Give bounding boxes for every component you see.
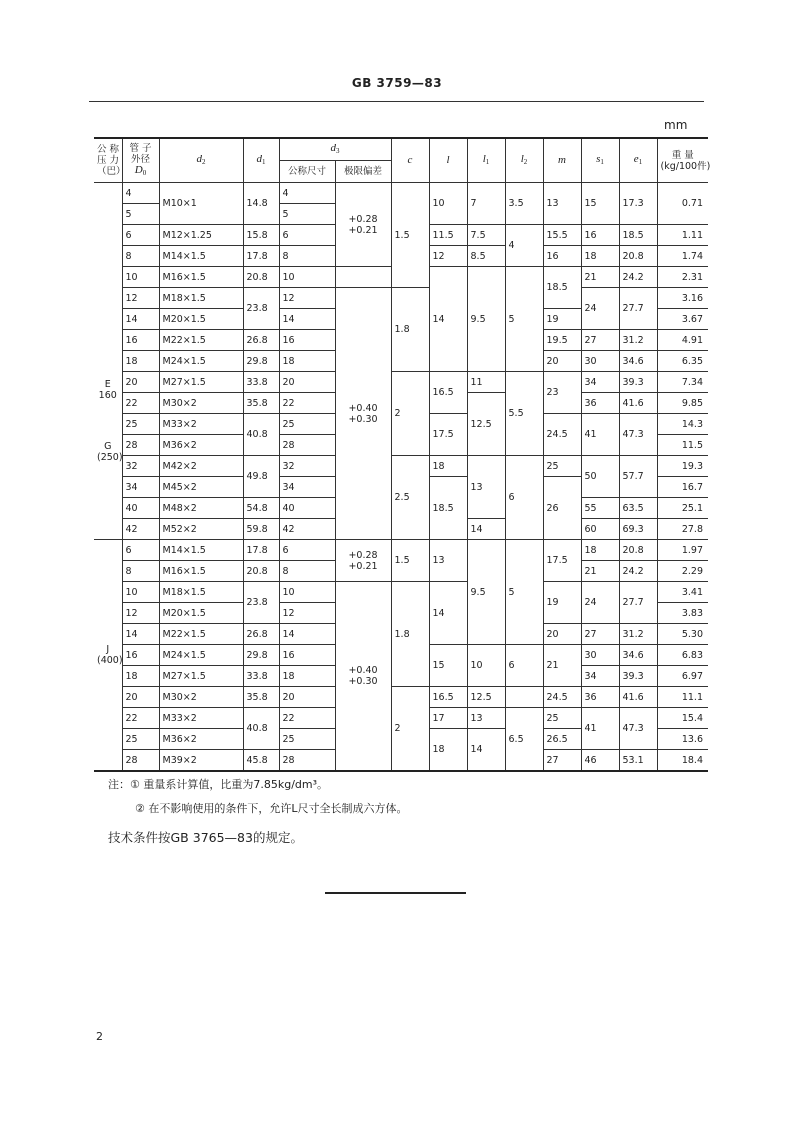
cell-d2: M16×1.5 xyxy=(159,561,243,582)
cell-weight: 3.67 xyxy=(657,309,708,330)
cell-D0: 28 xyxy=(122,750,159,772)
cell-d3: 16 xyxy=(279,645,335,666)
cell-m: 25 xyxy=(543,456,581,477)
cell-c: 1.5 xyxy=(391,183,429,288)
cell-weight: 0.71 xyxy=(657,183,708,225)
cell-l2: 5 xyxy=(505,540,543,645)
cell-s1: 30 xyxy=(581,351,619,372)
cell-m: 26.5 xyxy=(543,729,581,750)
cell-s1: 55 xyxy=(581,498,619,519)
table-row xyxy=(94,540,708,561)
col-l1: $l_1$ xyxy=(467,138,505,183)
cell-d3: 6 xyxy=(279,540,335,561)
cell-D0: 25 xyxy=(122,729,159,750)
cell-D0: 14 xyxy=(122,309,159,330)
cell-l1: 9.5 xyxy=(467,540,505,645)
table-row xyxy=(94,582,708,603)
cell-d3: 4 xyxy=(279,183,335,204)
cell-d2: M24×1.5 xyxy=(159,645,243,666)
cell-m: 13 xyxy=(543,183,581,225)
cell-D0: 22 xyxy=(122,708,159,729)
cell-e1: 53.1 xyxy=(619,750,657,772)
cell-c: 1.8 xyxy=(391,288,429,372)
end-rule xyxy=(325,892,466,894)
cell-d3: 8 xyxy=(279,561,335,582)
cell-d3: 25 xyxy=(279,414,335,435)
cell-weight: 27.8 xyxy=(657,519,708,540)
cell-D0: 8 xyxy=(122,561,159,582)
cell-D0: 22 xyxy=(122,393,159,414)
cell-d3: 34 xyxy=(279,477,335,498)
cell-s1: 27 xyxy=(581,624,619,645)
cell-c: 2 xyxy=(391,687,429,772)
cell-D0: 16 xyxy=(122,330,159,351)
cell-l: 12 xyxy=(429,246,467,267)
cell-d1: 40.8 xyxy=(243,414,279,456)
cell-l1: 7 xyxy=(467,183,505,225)
cell-D0: 6 xyxy=(122,225,159,246)
cell-s1: 21 xyxy=(581,267,619,288)
cell-m: 16 xyxy=(543,246,581,267)
cell-weight: 11.1 xyxy=(657,687,708,708)
cell-d1: 20.8 xyxy=(243,267,279,288)
col-d2: $d_2$ xyxy=(159,138,243,183)
cell-d2: M48×2 xyxy=(159,498,243,519)
cell-l: 14 xyxy=(429,582,467,645)
spec-table xyxy=(94,137,711,772)
table-row xyxy=(94,372,708,393)
cell-d2: M20×1.5 xyxy=(159,603,243,624)
cell-e1: 63.5 xyxy=(619,498,657,519)
cell-d3: 6 xyxy=(279,225,335,246)
cell-d1: 20.8 xyxy=(243,561,279,582)
cell-d3: 14 xyxy=(279,624,335,645)
cell-e1: 27.7 xyxy=(619,582,657,624)
cell-e1: 27.7 xyxy=(619,288,657,330)
cell-l: 17.5 xyxy=(429,414,467,456)
cell-D0: 32 xyxy=(122,456,159,477)
cell-d2: M18×1.5 xyxy=(159,582,243,603)
cell-D0: 5 xyxy=(122,204,159,225)
cell-weight: 2.29 xyxy=(657,561,708,582)
cell-d2: M36×2 xyxy=(159,435,243,456)
note-2: ② 在不影响使用的条件下，允许L尺寸全长制成六方体。 xyxy=(135,802,408,815)
cell-s1: 18 xyxy=(581,540,619,561)
cell-D0: 12 xyxy=(122,288,159,309)
cell-e1: 34.6 xyxy=(619,645,657,666)
cell-d1: 40.8 xyxy=(243,708,279,750)
cell-l1: 14 xyxy=(467,729,505,772)
cell-l: 18 xyxy=(429,729,467,772)
cell-weight: 14.3 xyxy=(657,414,708,435)
cell-D0: 28 xyxy=(122,435,159,456)
cell-s1: 36 xyxy=(581,393,619,414)
cell-s1: 46 xyxy=(581,750,619,772)
cell-d2: M14×1.5 xyxy=(159,246,243,267)
cell-e1: 41.6 xyxy=(619,393,657,414)
col-d3: $d_3$ xyxy=(279,138,391,161)
cell-l1: 12.5 xyxy=(467,393,505,456)
cell-l2: 6.5 xyxy=(505,708,543,772)
cell-d3: 28 xyxy=(279,750,335,772)
cell-d1: 54.8 xyxy=(243,498,279,519)
col-d3-tolerance: 极限偏差 xyxy=(335,161,391,183)
cell-d1: 33.8 xyxy=(243,372,279,393)
cell-m: 24.5 xyxy=(543,687,581,708)
table-body xyxy=(94,183,708,772)
cell-d2: M16×1.5 xyxy=(159,267,243,288)
cell-e1: 24.2 xyxy=(619,561,657,582)
cell-l1: 11 xyxy=(467,372,505,393)
cell-l1: 13 xyxy=(467,708,505,729)
cell-l1: 10 xyxy=(467,645,505,687)
cell-d1: 26.8 xyxy=(243,330,279,351)
col-d3-nominal: 公称尺寸 xyxy=(279,161,335,183)
cell-d2: M45×2 xyxy=(159,477,243,498)
cell-d3: 25 xyxy=(279,729,335,750)
cell-d1: 17.8 xyxy=(243,246,279,267)
col-l: l xyxy=(429,138,467,183)
cell-d3: 20 xyxy=(279,372,335,393)
cell-d3: 10 xyxy=(279,267,335,288)
cell-e1: 39.3 xyxy=(619,666,657,687)
cell-e1: 41.6 xyxy=(619,687,657,708)
col-l2: $l_2$ xyxy=(505,138,543,183)
cell-d2: M12×1.25 xyxy=(159,225,243,246)
cell-d2: M22×1.5 xyxy=(159,624,243,645)
cell-d2: M33×2 xyxy=(159,414,243,435)
cell-tolerance: +0.28 +0.21 xyxy=(335,540,391,582)
table-row xyxy=(94,687,708,708)
cell-d1: 45.8 xyxy=(243,750,279,772)
cell-s1: 41 xyxy=(581,414,619,456)
cell-d1: 33.8 xyxy=(243,666,279,687)
cell-d1: 29.8 xyxy=(243,351,279,372)
cell-D0: 20 xyxy=(122,687,159,708)
cell-l: 18 xyxy=(429,456,467,477)
cell-weight: 18.4 xyxy=(657,750,708,772)
cell-d2: M36×2 xyxy=(159,729,243,750)
cell-weight: 3.16 xyxy=(657,288,708,309)
cell-weight: 3.83 xyxy=(657,603,708,624)
cell-tolerance: +0.28 +0.21 xyxy=(335,183,391,267)
cell-weight: 1.11 xyxy=(657,225,708,246)
cell-l2: 6 xyxy=(505,456,543,540)
cell-e1: 24.2 xyxy=(619,267,657,288)
cell-d3: 22 xyxy=(279,393,335,414)
cell-d1: 35.8 xyxy=(243,687,279,708)
cell-l1: 14 xyxy=(467,519,505,540)
cell-l1: 7.5 xyxy=(467,225,505,246)
cell-tolerance: +0.40 +0.30 xyxy=(335,288,391,540)
cell-e1: 39.3 xyxy=(619,372,657,393)
cell-e1: 47.3 xyxy=(619,414,657,456)
cell-weight: 1.74 xyxy=(657,246,708,267)
note-1: 注：① 重量系计算值，比重为7.85kg/dm³。 xyxy=(108,778,329,791)
cell-e1: 17.3 xyxy=(619,183,657,225)
cell-l: 15 xyxy=(429,645,467,687)
cell-D0: 8 xyxy=(122,246,159,267)
cell-m: 20 xyxy=(543,624,581,645)
cell-l2: 3.5 xyxy=(505,183,543,225)
cell-weight: 6.83 xyxy=(657,645,708,666)
cell-l2: 6 xyxy=(505,645,543,687)
cell-l: 10 xyxy=(429,183,467,225)
cell-s1: 24 xyxy=(581,288,619,330)
cell-d1: 35.8 xyxy=(243,393,279,414)
cell-weight: 16.7 xyxy=(657,477,708,498)
cell-s1: 36 xyxy=(581,687,619,708)
cell-e1: 20.8 xyxy=(619,540,657,561)
cell-m: 17.5 xyxy=(543,540,581,582)
cell-D0: 6 xyxy=(122,540,159,561)
cell-D0: 25 xyxy=(122,414,159,435)
cell-D0: 4 xyxy=(122,183,159,204)
cell-s1: 18 xyxy=(581,246,619,267)
cell-weight: 4.91 xyxy=(657,330,708,351)
cell-d2: M10×1 xyxy=(159,183,243,225)
cell-d1: 26.8 xyxy=(243,624,279,645)
cell-d2: M30×2 xyxy=(159,393,243,414)
cell-e1: 47.3 xyxy=(619,708,657,750)
cell-d2: M18×1.5 xyxy=(159,288,243,309)
cell-e1: 57.7 xyxy=(619,456,657,498)
cell-d1: 23.8 xyxy=(243,288,279,330)
cell-s1: 34 xyxy=(581,666,619,687)
cell-s1: 50 xyxy=(581,456,619,498)
cell-tolerance: +0.40 +0.30 xyxy=(335,582,391,772)
table-head xyxy=(94,138,711,183)
cell-weight: 1.97 xyxy=(657,540,708,561)
cell-D0: 14 xyxy=(122,624,159,645)
cell-weight: 7.34 xyxy=(657,372,708,393)
cell-d2: M42×2 xyxy=(159,456,243,477)
cell-e1: 69.3 xyxy=(619,519,657,540)
notes xyxy=(108,776,408,817)
cell-d2: M39×2 xyxy=(159,750,243,772)
tech-note: 技术条件按GB 3765—83的规定。 xyxy=(108,830,303,845)
cell-d2: M27×1.5 xyxy=(159,666,243,687)
unit-label: mm xyxy=(664,118,688,132)
cell-D0: 18 xyxy=(122,666,159,687)
cell-m: 20 xyxy=(543,351,581,372)
cell-m: 21 xyxy=(543,645,581,687)
cell-d3: 18 xyxy=(279,351,335,372)
cell-c: 2.5 xyxy=(391,456,429,540)
cell-m: 19 xyxy=(543,582,581,624)
cell-s1: 15 xyxy=(581,183,619,225)
cell-m: 24.5 xyxy=(543,414,581,456)
col-d1: $d_1$ xyxy=(243,138,279,183)
cell-weight: 15.4 xyxy=(657,708,708,729)
cell-d3: 40 xyxy=(279,498,335,519)
cell-d3: 14 xyxy=(279,309,335,330)
cell-m: 19 xyxy=(543,309,581,330)
cell-D0: 10 xyxy=(122,267,159,288)
cell-l2: 5 xyxy=(505,267,543,372)
col-e1: $e_1$ xyxy=(619,138,657,183)
cell-d2: M20×1.5 xyxy=(159,309,243,330)
cell-d3: 18 xyxy=(279,666,335,687)
cell-d3: 12 xyxy=(279,288,335,309)
table-row xyxy=(94,288,708,309)
cell-weight: 6.97 xyxy=(657,666,708,687)
cell-d3: 10 xyxy=(279,582,335,603)
cell-l: 16.5 xyxy=(429,687,467,708)
cell-d3: 8 xyxy=(279,246,335,267)
cell-D0: 20 xyxy=(122,372,159,393)
grade-eg: E 160 G (250) xyxy=(94,183,122,540)
cell-D0: 42 xyxy=(122,519,159,540)
col-tube-od: 管 子 外径 $D_0$ xyxy=(122,138,159,183)
cell-l1: 8.5 xyxy=(467,246,505,267)
cell-m: 23 xyxy=(543,372,581,414)
cell-m: 25 xyxy=(543,708,581,729)
cell-weight: 11.5 xyxy=(657,435,708,456)
cell-l: 16.5 xyxy=(429,372,467,414)
grade-j: J (400) xyxy=(94,540,122,772)
cell-e1: 31.2 xyxy=(619,330,657,351)
cell-weight: 13.6 xyxy=(657,729,708,750)
header-rule xyxy=(89,101,704,102)
cell-d2: M14×1.5 xyxy=(159,540,243,561)
cell-d2: M24×1.5 xyxy=(159,351,243,372)
cell-s1: 16 xyxy=(581,225,619,246)
cell-l: 14 xyxy=(429,267,467,372)
cell-m: 18.5 xyxy=(543,267,581,309)
cell-weight: 3.41 xyxy=(657,582,708,603)
col-m: m xyxy=(543,138,581,183)
table-row xyxy=(94,456,708,477)
cell-d1: 23.8 xyxy=(243,582,279,624)
cell-e1: 20.8 xyxy=(619,246,657,267)
cell-s1: 24 xyxy=(581,582,619,624)
cell-d1: 49.8 xyxy=(243,456,279,498)
cell-l2: 4 xyxy=(505,225,543,267)
cell-l1: 9.5 xyxy=(467,267,505,372)
cell-weight: 25.1 xyxy=(657,498,708,519)
cell-l: 11.5 xyxy=(429,225,467,246)
cell-D0: 16 xyxy=(122,645,159,666)
cell-d3: 28 xyxy=(279,435,335,456)
cell-weight: 9.85 xyxy=(657,393,708,414)
cell-d3: 16 xyxy=(279,330,335,351)
cell-e1: 18.5 xyxy=(619,225,657,246)
cell-l1: 12.5 xyxy=(467,687,505,708)
table-row xyxy=(94,183,708,204)
cell-s1: 41 xyxy=(581,708,619,750)
cell-d1: 14.8 xyxy=(243,183,279,225)
cell-c: 1.8 xyxy=(391,582,429,687)
cell-d3: 5 xyxy=(279,204,335,225)
cell-weight: 5.30 xyxy=(657,624,708,645)
cell-d1: 29.8 xyxy=(243,645,279,666)
cell-s1: 30 xyxy=(581,645,619,666)
cell-weight: 2.31 xyxy=(657,267,708,288)
cell-d3: 42 xyxy=(279,519,335,540)
cell-s1: 60 xyxy=(581,519,619,540)
cell-D0: 18 xyxy=(122,351,159,372)
cell-d2: M22×1.5 xyxy=(159,330,243,351)
cell-tolerance xyxy=(335,267,391,288)
cell-s1: 34 xyxy=(581,372,619,393)
col-weight: 重 量 (kg/100件) xyxy=(657,138,708,183)
cell-d2: M27×1.5 xyxy=(159,372,243,393)
cell-weight: 6.35 xyxy=(657,351,708,372)
col-s1: $s_1$ xyxy=(581,138,619,183)
cell-l2: 5.5 xyxy=(505,372,543,456)
cell-l: 17 xyxy=(429,708,467,729)
cell-D0: 40 xyxy=(122,498,159,519)
cell-e1: 34.6 xyxy=(619,351,657,372)
cell-l1: 13 xyxy=(467,456,505,519)
cell-m: 27 xyxy=(543,750,581,772)
cell-c: 2 xyxy=(391,372,429,456)
cell-D0: 10 xyxy=(122,582,159,603)
cell-weight: 19.3 xyxy=(657,456,708,477)
cell-d3: 20 xyxy=(279,687,335,708)
cell-d2: M33×2 xyxy=(159,708,243,729)
page-header: GB 3759—83 xyxy=(351,76,443,90)
cell-s1: 21 xyxy=(581,561,619,582)
cell-d1: 59.8 xyxy=(243,519,279,540)
cell-e1: 31.2 xyxy=(619,624,657,645)
cell-d3: 32 xyxy=(279,456,335,477)
cell-l: 13 xyxy=(429,540,467,582)
cell-l2 xyxy=(505,687,543,708)
cell-m: 15.5 xyxy=(543,225,581,246)
col-c: c xyxy=(391,138,429,183)
cell-c: 1.5 xyxy=(391,540,429,582)
cell-D0: 12 xyxy=(122,603,159,624)
cell-d3: 22 xyxy=(279,708,335,729)
cell-m: 19.5 xyxy=(543,330,581,351)
cell-d1: 17.8 xyxy=(243,540,279,561)
cell-d2: M52×2 xyxy=(159,519,243,540)
cell-d3: 12 xyxy=(279,603,335,624)
cell-d2: M30×2 xyxy=(159,687,243,708)
page-number: 2 xyxy=(96,1030,103,1043)
cell-D0: 34 xyxy=(122,477,159,498)
cell-d1: 15.8 xyxy=(243,225,279,246)
cell-m: 26 xyxy=(543,477,581,540)
cell-s1: 27 xyxy=(581,330,619,351)
cell-l: 18.5 xyxy=(429,477,467,540)
col-pressure: 公 称 压 力 （巴） xyxy=(94,138,122,183)
